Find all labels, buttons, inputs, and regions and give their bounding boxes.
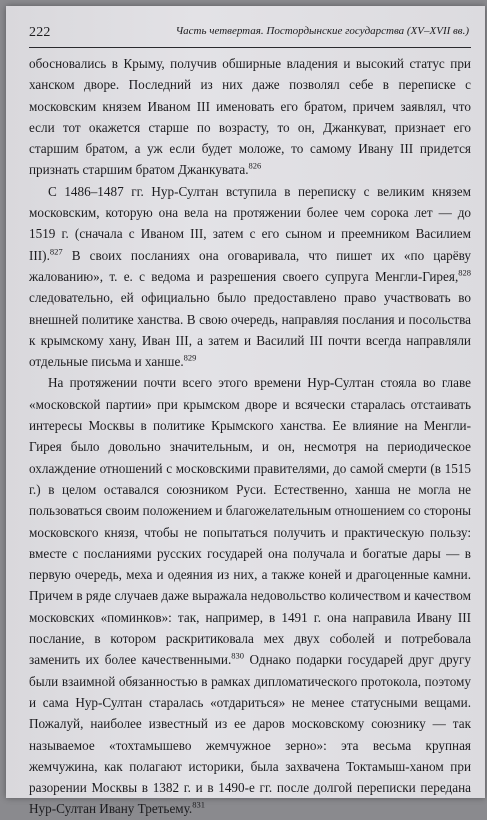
paragraph-text: следовательно, ей официально было предоставлено право участвовать во внешней политике ханства. В свою очередь, направляя послания и посольства к крымскому хану, Иван III, а затем и Василий III почти всегда направляли отдельные письма и ханше.	[29, 290, 471, 370]
header-rule	[29, 47, 471, 48]
paragraph-text: В своих посланиях она оговаривала, что пишет их «по царёву жалованию», т. е. с ведома и разрешения своего супруга Менгли-Гирея,	[29, 247, 471, 284]
paragraph-text: обосновались в Крыму, получив обширные владения и высокий статус при ханском дворе. Последний из них даже позволял себе в переписке с московским князем Иваном III именовать его братом, причем заявлял, что если тот окажется старше по возрасту, то он, Джанкуват, признает его старшим братом, а уж если будет моложе, то самому Ивану III придется признать старшим братом Джанкувата.	[29, 56, 471, 178]
paragraph-text: На протяжении почти всего этого времени Нур-Султан стояла во главе «московской партии» при крымском дворе и всячески старалась отстаивать интересы Москвы в политике Крымского ханства. Ее влияние на Менгли-Гирея было довольно значительным, и он, несмотря на периодическое охлаждение отношений с московскими правителями, до самой смерти (в 1515 г.) в целом оставался союзником Руси. Естественно, ханша не могла не пользоваться своим положением и благожелательным отношением со стороны московского князя, чтобы не попытаться получить и практическую пользу: вместе с посланиями русских государей она получала и богатые дары — в первую очередь, меха и одеяния из них, а также коней и драгоценные камни. Причем в ряде случаев даже выражала недовольство количеством и качеством московских «поминков»: так, например, в 1491 г. она направила Ивану III послание, в котором раскритиковала мех двух соболей и потребовала заменить их более качественными.	[29, 375, 471, 668]
footnote-ref: 828	[458, 267, 471, 278]
book-page	[6, 6, 485, 817]
footnote-ref: 830	[231, 650, 245, 661]
footnote-ref: 826	[248, 161, 262, 172]
body-text	[29, 53, 471, 820]
paragraph-1	[29, 53, 471, 181]
running-title: Часть четвертая. Постордынские государства (XV–XVII вв.)	[175, 25, 469, 37]
paragraph-2	[29, 181, 471, 373]
footnote-ref: 829	[183, 352, 197, 363]
footnote-ref: 831	[192, 800, 205, 810]
paragraph-3	[29, 372, 471, 819]
paragraph-text: Однако подарки государей друг другу были взаимной обязанностью в рамках дипломатического протокола, поэтому и сама Нур-Султан старалась «отдариться» не менее статусными вещами. Пожалуй, наиболее известный из ее даров московскому союзнику — так называемое «тохтамышево жемчужное зерно»: эта весьма крупная жемчужина, как полагают историки, была захвачена Токтамыш-ханом при разорении Москвы в 1382 г. и в 1490-е гг. после долгой переписки передана Нур-Султан Ивану Третьему.	[29, 652, 471, 817]
footnote-ref: 827	[49, 246, 63, 257]
paragraph-text: С 1486–1487 гг. Нур-Султан вступила в переписку с великим князем московским, которую она вела на протяжении более чем сорока лет — до 1519 г. (сначала с Иваном III, затем с его сыном и преемником Василием III).	[29, 183, 471, 263]
page-number: 222	[29, 25, 51, 40]
